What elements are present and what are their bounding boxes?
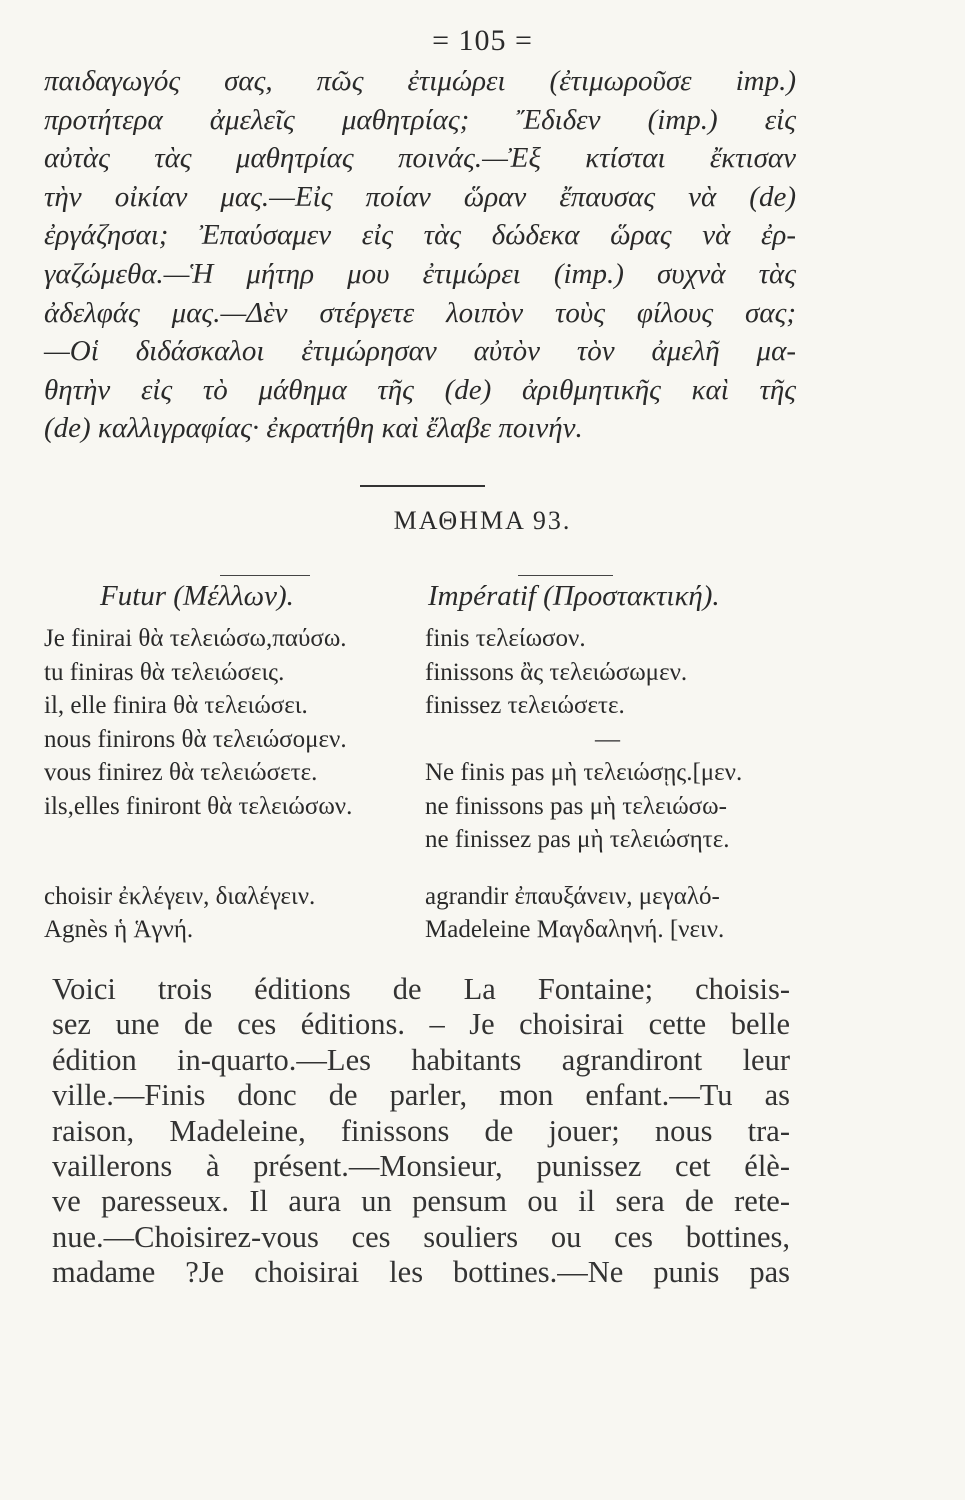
page-number: = 105 = [432,24,533,57]
text-line: madame ?Je choisirai les bottines.—Ne punis pas [52,1255,790,1290]
greek-exercise-paragraph [44,62,796,448]
vocabulary-entry: choisir ἐκλέγειν, διαλέγειν. [44,883,316,910]
conjugation-row: — [595,725,620,753]
vocabulary-entry: Agnès ἡ Ἁγνή. [44,916,194,943]
text-line: προτήτερα ἀμελεῖς μαθητρίας; Ἔδιδεν (imp.) εἰς [44,103,796,136]
conjugation-row: il, elle finira θὰ τελειώσει. [44,692,308,719]
header-rule-left [220,575,310,576]
text-line: Voici trois éditions de La Fontaine; choisis- [52,972,790,1006]
lesson-heading: ΜΑΘΗΜΑ 93. [393,506,572,535]
conjugation-row: Ne finis pas μὴ τελειώσῃς.[μεν. [425,759,743,786]
conjugation-row: vous finirez θὰ τελειώσετε. [44,759,318,786]
section-divider [360,485,485,487]
imperative-column-header: Impératif (Προστακτική). [428,580,720,612]
conjugation-row: finissons ἂς τελειώσωμεν. [425,658,688,686]
vocabulary-entry: agrandir ἐπαυξάνειν, μεγαλό- [425,883,720,910]
future-conjugation-list [44,622,352,823]
conjugation-row: nous finirons θὰ τελειώσομεν. [44,725,347,753]
text-line: ve paresseux. Il aura un pensum ou il sera de rete- [52,1184,790,1219]
vocabulary-left [44,880,315,946]
french-exercise-paragraph [52,972,790,1291]
text-line: nue.—Choisirez-vous ces souliers ou ces bottines, [52,1219,790,1254]
text-line: τὴν οἰκίαν μας.—Εἰς ποίαν ὥραν ἔπαυσας νὰ (de) [44,180,796,213]
header-rule-right [518,575,613,576]
text-line: ἐργάζησαι; Ἐπαύσαμεν εἰς τὰς δώδεκα ὥρας νὰ ἐρ- [44,219,796,252]
vocabulary-right [425,880,724,946]
conjugation-row: finis τελείωσον. [425,625,586,652]
text-line: —Οἱ διδάσκαλοι ἐτιμώρησαν αὐτὸν τὸν ἀμελῆ μα- [44,335,796,368]
conjugation-row: ne finissons pas μὴ τελειώσω- [425,792,727,820]
text-line: sez une de ces éditions. – Je choisirai cette belle [52,1007,790,1042]
conjugation-row: ne finissez pas μὴ τελειώσητε. [425,826,730,853]
text-line: édition in-quarto.—Les habitants agrandiront leur [52,1042,790,1077]
text-line: θητὴν εἰς τὸ μάθημα τῆς (de) ἀριθμητικῆς καὶ τῆς [44,373,796,406]
conjugation-row: finissez τελειώσετε. [425,692,625,719]
text-line: raison, Madeleine, finissons de jouer; nous tra- [52,1113,790,1148]
text-line: ἀδελφάς μας.—Δὲν στέργετε λοιπὸν τοὺς φίλους σας; [44,296,796,329]
future-column-header: Futur (Μέλλων). [100,580,294,612]
text-line: γαζώμεθα.—Ἡ μήτηρ μου ἐτιμώρει (imp.) συχνὰ τὰς [44,257,796,290]
conjugation-row: Je finirai θὰ τελειώσω,παύσω. [44,625,347,652]
text-line: αὐτὰς τὰς μαθητρίας ποινάς.—Ἐξ κτίσται ἔκτισαν [44,142,796,175]
conjugation-row: tu finiras θὰ τελειώσεις. [44,658,285,686]
text-line: vaillerons à présent.—Monsieur, punissez cet élè- [52,1149,790,1184]
text-line: ville.—Finis donc de parler, mon enfant.—Tu as [52,1078,790,1113]
text-line: παιδαγωγός σας, πῶς ἐτιμώρει (ἐτιμωροῦσε imp.) [44,65,796,97]
text-line: (de) καλλιγραφίας· ἐκρατήθη καὶ ἔλαβε ποινήν. [44,412,583,445]
vocabulary-entry: Madeleine Μαγδαληνή. [νειν. [425,916,725,943]
imperative-conjugation-list [425,622,742,857]
conjugation-row: ils,elles finiront θὰ τελειώσων. [44,792,353,820]
